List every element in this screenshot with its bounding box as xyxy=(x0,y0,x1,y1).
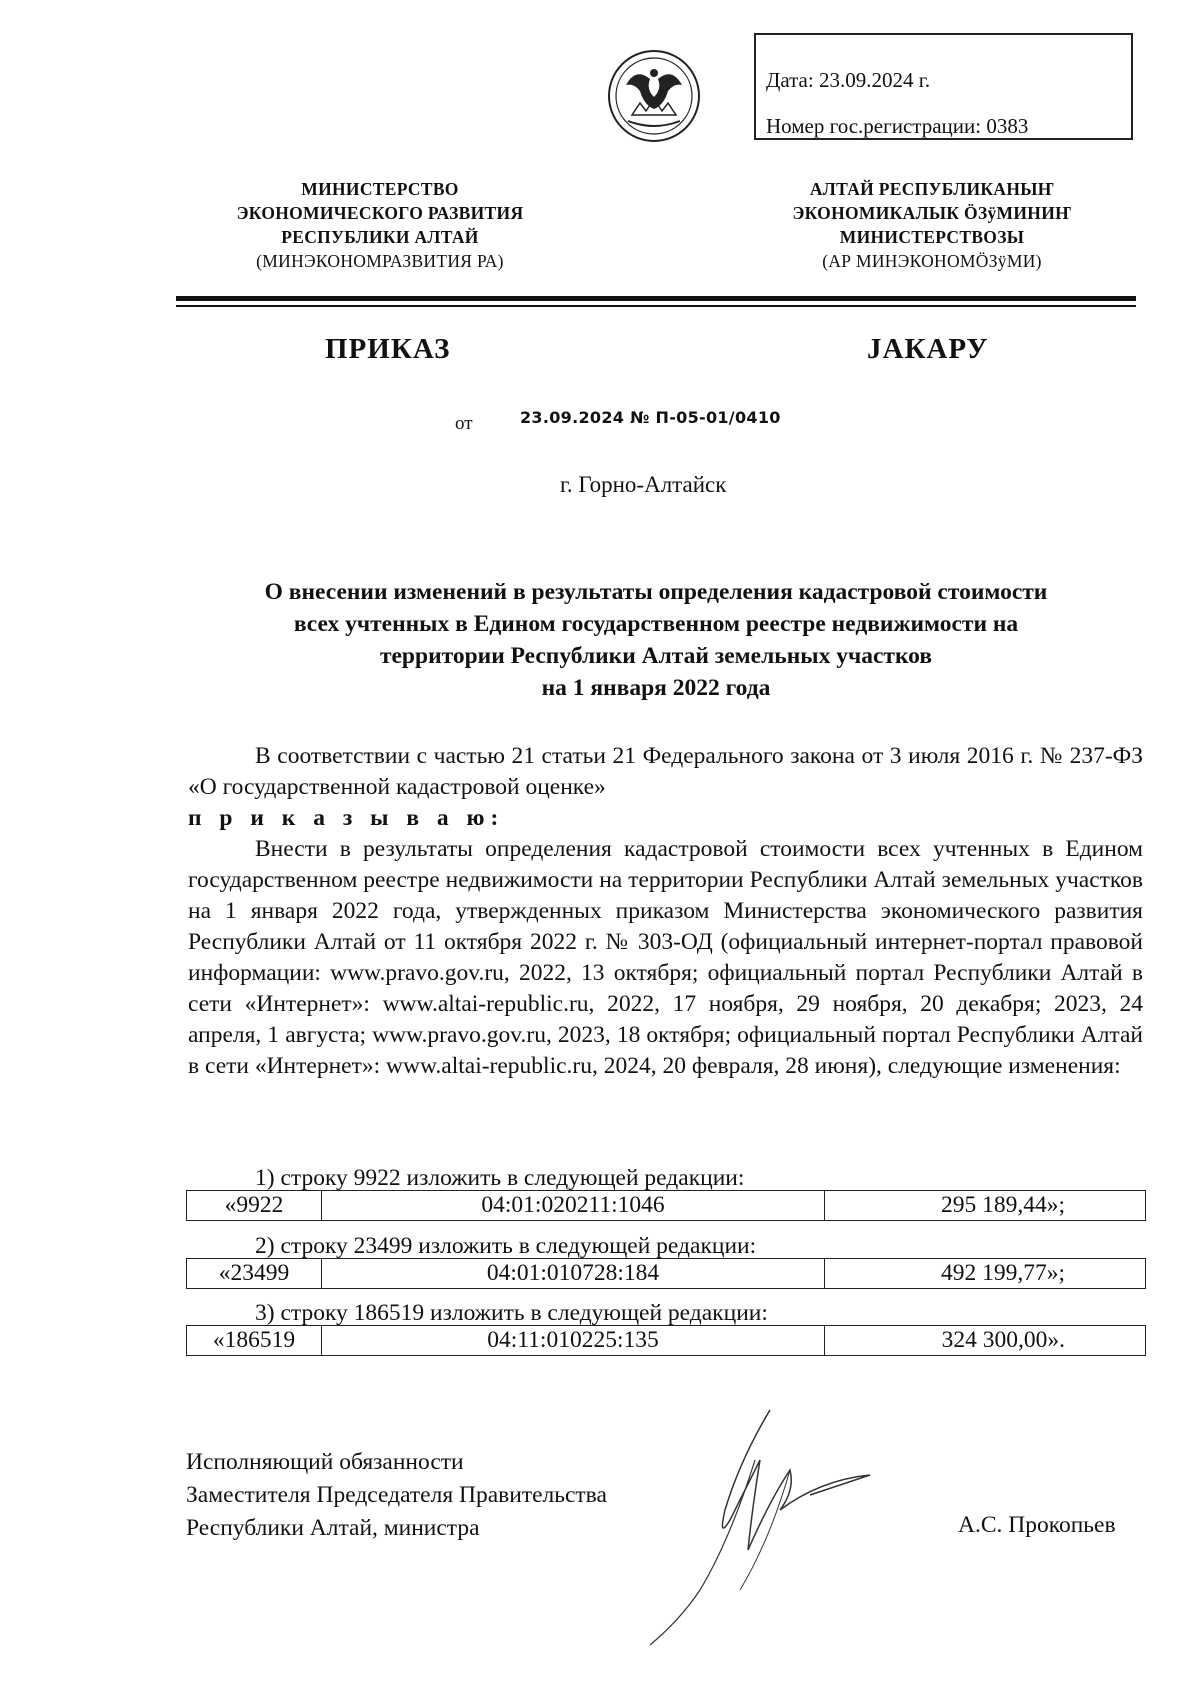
signatory-position xyxy=(186,1446,607,1545)
header-right-line-3: МИНИСТЕРСТВОЗЫ xyxy=(839,227,1025,247)
change-3-instruction: 3) строку 186519 изложить в следующей редакции: xyxy=(255,1300,768,1326)
cadastral-number-cell: 04:01:020211:1046 xyxy=(322,1191,825,1221)
change-1-instruction: 1) строку 9922 изложить в следующей редакции: xyxy=(255,1165,745,1191)
title-line-2: всех учтенных в Едином государственном реестре недвижимости на xyxy=(293,611,1019,637)
signatory-name: А.С. Прокопьев xyxy=(958,1512,1116,1538)
cadastral-value-cell: 492 199,77»; xyxy=(825,1259,1146,1289)
table-row xyxy=(187,1259,1146,1289)
change-2-instruction: 2) строку 23499 изложить в следующей редакции: xyxy=(255,1233,757,1259)
position-line-1: Исполняющий обязанности xyxy=(186,1449,464,1475)
header-right-line-1: АЛТАЙ РЕСПУБЛИКАНЫҤ xyxy=(809,179,1055,199)
order-directive: п р и к а з ы в а ю: xyxy=(188,805,505,831)
row-number-cell: «9922 xyxy=(187,1191,322,1221)
registration-date: Дата: 23.09.2024 г. xyxy=(766,68,931,92)
registration-number: Номер гос.регистрации: 0383 xyxy=(766,114,1029,138)
title-line-1: О внесении изменений в результаты определения кадастровой стоимости xyxy=(264,579,1048,605)
row-number-cell: «186519 xyxy=(187,1326,322,1356)
ministry-header-alt xyxy=(742,177,1122,273)
main-paragraph: Внести в результаты определения кадастровой стоимости всех учтенных в Едином государственном реестре недвижимости на территории Республики Алтай земельных участков на 1 января 2022 года, утвержденных приказом Министерства экономического развития Республики Алтай от 11 октября 2022 г. № 303-ОД (официальный интернет-портал правовой информации: www.pravo.gov.ru, 2022, 13 октября; официальный портал Республики Алтай в сети «Интернет»: www.altai-republic.ru, 2022, 17 ноября, 29 ноября, 20 декабря; 2023, 24 апреля, 1 августа; www.pravo.gov.ru, 2023, 18 октября; официальный портал Республики Алтай в сети «Интернет»: www.altai-republic.ru, 2024, 20 февраля, 28 июня), следующие изменения: xyxy=(188,836,1143,1079)
header-divider-thick xyxy=(176,296,1136,301)
change-1-table xyxy=(186,1190,1146,1221)
position-line-3: Республики Алтай, министра xyxy=(186,1515,480,1541)
order-word-alt: JАКАРУ xyxy=(867,333,989,365)
republic-emblem-icon xyxy=(606,45,702,147)
header-right-abbr: (АР МИНЭКОНОМÖЗÿМИ) xyxy=(822,251,1042,271)
cadastral-value-cell: 295 189,44»; xyxy=(825,1191,1146,1221)
header-left-line-2: ЭКОНОМИЧЕСКОГО РАЗВИТИЯ xyxy=(236,203,524,223)
change-2-table xyxy=(186,1258,1146,1289)
cadastral-number-cell: 04:01:010728:184 xyxy=(322,1259,825,1289)
position-line-2: Заместителя Председателя Правительства xyxy=(186,1482,607,1508)
header-divider-thin xyxy=(176,305,1136,307)
row-number-cell: «23499 xyxy=(187,1259,322,1289)
title-line-3: территории Республики Алтай земельных участков xyxy=(379,643,933,669)
change-3-table xyxy=(186,1325,1146,1356)
order-city: г. Горно-Алтайск xyxy=(560,472,727,497)
cadastral-value-cell: 324 300,00». xyxy=(825,1326,1146,1356)
cadastral-number-cell: 04:11:010225:135 xyxy=(322,1326,825,1356)
ministry-header-ru xyxy=(200,177,560,273)
header-right-line-2: ЭКОНОМИКАЛЫК ÖЗÿМИНИҤ xyxy=(792,203,1072,223)
document-title xyxy=(176,576,1136,704)
preamble-paragraph: В соответствии с частью 21 статьи 21 Федерального закона от 3 июля 2016 г. № 237-ФЗ «О государственной кадастровой оценке» xyxy=(188,743,1143,800)
order-date-number: 23.09.2024 № П-05-01/0410 xyxy=(520,408,781,427)
table-row xyxy=(187,1191,1146,1221)
document-body xyxy=(188,741,1143,1082)
registration-box xyxy=(754,33,1133,140)
table-row xyxy=(187,1326,1146,1356)
order-word-ru: ПРИКАЗ xyxy=(325,333,451,365)
handwritten-signature xyxy=(620,1400,940,1650)
header-left-line-1: МИНИСТЕРСТВО xyxy=(301,179,459,199)
header-left-abbr: (МИНЭКОНОМРАЗВИТИЯ РА) xyxy=(256,251,504,271)
header-left-line-3: РЕСПУБЛИКИ АЛТАЙ xyxy=(281,227,479,247)
title-line-4: на 1 января 2022 года xyxy=(541,675,771,701)
order-from-label: от xyxy=(455,413,473,434)
